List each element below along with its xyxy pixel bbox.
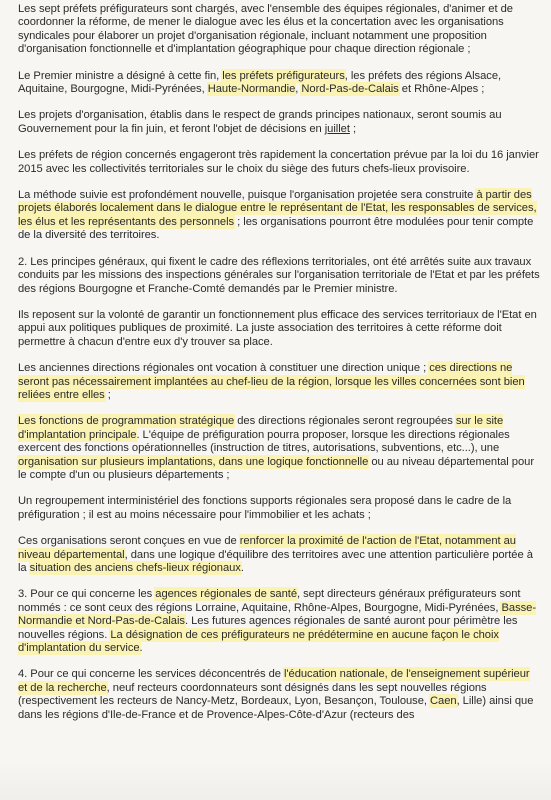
text: des directions régionales seront regroupées (234, 415, 456, 428)
highlight: Les fonctions de programmation stratégique (18, 415, 235, 428)
text: et Rhône-Alpes ; (398, 83, 485, 96)
text: Les projets d'organisation, établis dans le respect de grands principes nationaux, seront soumis au Gouvernement pour la fin juin, et feront l'objet de décisions en (18, 109, 502, 135)
highlight: situation des anciens chefs-lieux régionaux (29, 562, 241, 574)
text: , dans une logique d'équilibre des territoires avec une attention particulière portée à la (18, 548, 533, 574)
text: , (295, 83, 302, 96)
text: La méthode suivie est profondément nouvelle, puisque l'organisation projetée sera construite (18, 189, 477, 202)
paragraph-methode (18, 189, 541, 243)
highlight: renforcer la proximité de l'action de l'Etat, notamment au niveau départemental (18, 535, 516, 561)
highlight: organisation sur plusieurs implantations, dans une logique fonctionnelle (18, 455, 369, 468)
highlight: agences régionales de santé (155, 588, 297, 601)
text: 3. Pour ce qui concerne les (18, 588, 156, 601)
paragraph-education-nationale (18, 668, 541, 722)
highlight: Caen (430, 695, 457, 708)
highlight: les préfets préfigurateurs (222, 69, 345, 82)
scan-shadow (0, 760, 551, 800)
highlight: Basse-Normandie et Nord-Pas-de-Calais (18, 601, 537, 628)
text: . L'équipe de préfiguration pourra proposer, lorsque les directions régionales exercent des fonctions opérationnelles (instruction de titres, autorisations, subventions, etc...), une (18, 428, 510, 455)
text: . (240, 562, 244, 574)
highlight: Haute-Normandie (207, 83, 296, 96)
paragraph-organisations-proximite (18, 535, 541, 575)
text: ou au niveau départemental pour le compte d'un ou plusieurs départements ; (18, 455, 534, 481)
paragraph-anciennes-directions (18, 362, 541, 402)
text: ; (349, 122, 357, 135)
highlight: ces directions ne seront pas nécessairement implantées au chef-lieu de la région, lorsque les villes concernées sont bien reliées entre elles (18, 362, 525, 401)
paragraph-premier-ministre (18, 70, 541, 97)
text: Les anciennes directions régionales ont vocation à constituer une direction unique ; (18, 362, 430, 375)
highlight: sur le site d'implantation principale (18, 415, 504, 441)
text: . (139, 642, 143, 655)
text: ; (104, 388, 111, 401)
paragraph-fonctionnement (18, 309, 541, 349)
highlight: Nord-Pas-de-Calais (301, 83, 399, 96)
highlight: La désignation de ces préfigurateurs ne prédétermine en aucune façon le choix d'implantation du service (18, 628, 499, 655)
text: Les préfets de région concernés engageront très rapidement la concertation prévue par la loi du 16 janvier 2015 avec les collectivités territoriales sur le choix du siège des futurs chefs-lieux provisoire. (18, 149, 539, 175)
text: 2. Les principes généraux, qui fixent le cadre des réflexions territoriales, ont été arrêtés suite aux travaux conduits par les missions des inspections générales sur l'organisation territoriale de l'Etat et par les préfets des régions Bourgogne et Franche-Comté demandés par le Premier ministre. (18, 255, 540, 295)
paragraph-regroupement (18, 495, 541, 522)
text: Les sept préfets préfigurateurs sont chargés, avec l'ensemble des équipes régionales, d'animer et de coordonner la réforme, de mener le dialogue avec les élus et la concertation avec les organisations syndicales pour élaborer un projet d'organisation régionale, incluant notamment une proposition d'organisation fonctionnelle et d'implantation géographique pour chaque direction régionale ; (18, 3, 513, 56)
underlined-text: juillet (324, 122, 350, 135)
text: Le Premier ministre a désigné à cette fin, (18, 69, 223, 82)
text: Un regroupement interministériel des fonctions supports régionales sera proposé dans le cadre de la préfiguration ; il est au moins nécessaire pour l'immobilier et les achats ; (18, 495, 512, 521)
paragraph-fonctions-programmation (18, 415, 541, 482)
text: . Les futures agences régionales de santé auront pour périmètre les nouvelles régions. (18, 615, 518, 641)
text: , Lille) ainsi que dans les régions d'Ile-de-France et de Provence-Alpes-Côte-d'Azur (recteurs des (18, 695, 534, 721)
paragraph-concertation (18, 149, 541, 176)
text: , les préfets des régions Alsace, Aquitaine, Bourgogne, Midi-Pyrénées, (18, 69, 502, 96)
text: Ils reposent sur la volonté de garantir un fonctionnement plus efficace des services territoriaux de l'Etat en appui aux politiques publiques de proximité. La juste association des territoires à cette réforme doit permettre à chacun d'entre eux d'y trouver sa place. (18, 308, 537, 348)
paragraph-agences-sante (18, 588, 541, 655)
text: 4. Pour ce qui concerne les services déconcentrés de (18, 668, 284, 681)
highlight: l'éducation nationale, de l'enseignement supérieur et de la recherche (18, 668, 530, 694)
text: , sept directeurs généraux préfigurateurs sont nommés : ce sont ceux des régions Lorraine, Aquitaine, Rhône-Alpes, Bourgogne, Midi-Pyrénées, (18, 588, 521, 614)
text: , neuf recteurs coordonnateurs sont désignés dans les sept nouvelles régions (respectivement les recteurs de Nancy-Metz, Bordeaux, Lyon, Besançon, Toulouse, (18, 681, 487, 708)
paragraph-projets-organisation (18, 109, 541, 136)
text: Ces organisations seront conçues en vue de (18, 535, 240, 548)
highlight: à partir des projets élaborés localement dans le dialogue entre le représentant de l'Etat, les responsables de services, les élus et les représentants des personnels (18, 189, 537, 228)
paragraph-principes-generaux (18, 256, 541, 296)
text: ; les organisations pourront être modulées pour tenir compte de la diversité des territoires. (18, 215, 534, 242)
paragraph-prefets-charges (18, 3, 541, 57)
